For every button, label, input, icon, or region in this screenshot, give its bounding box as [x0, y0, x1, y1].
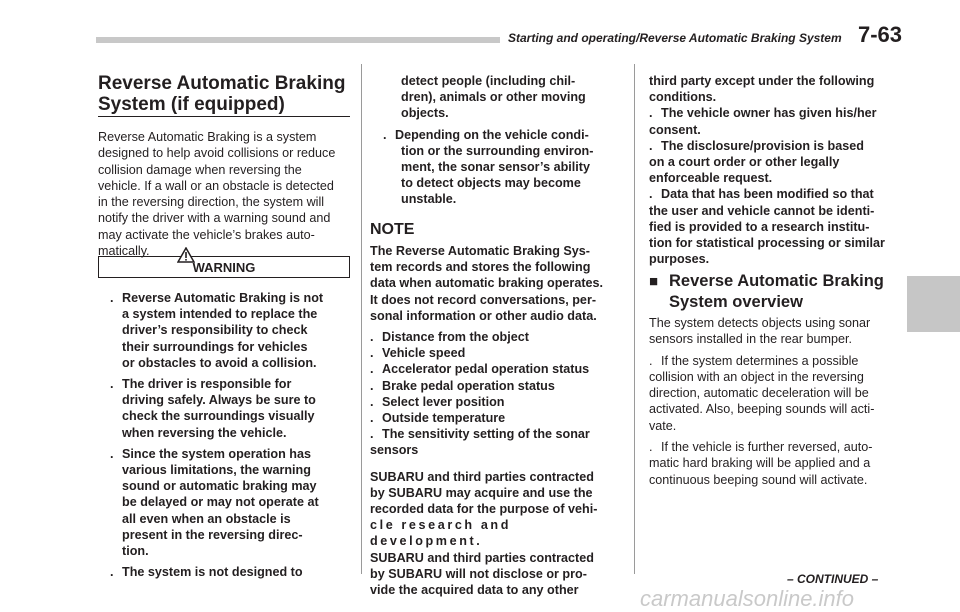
warning-item: . Since the system operation has various limitations, the warning sound or automatic braking may be delayed or may not operate at all even when an obstacle is present in the reversing direc- tion. — [110, 446, 319, 559]
list-item: . Data that has been modified so that — [649, 187, 874, 202]
main-heading-line2: System (if equipped) — [98, 94, 285, 115]
header-rule — [96, 37, 500, 43]
list-item: . The vehicle owner has given his/her — [649, 106, 877, 121]
list-item: . The sensitivity setting of the sonar — [370, 427, 590, 442]
list-item: . Outside temperature — [370, 411, 506, 426]
warning-box — [98, 256, 350, 278]
warning-continued: detect people (including chil- dren), animals or other moving objects. . Depending on the vehicle condi- tion or the surrounding environ- ment, the sonar sensor’s ability to detect objects may become unstable. — [383, 73, 617, 208]
note-body: The Reverse Automatic Braking Sys- tem records and stores the following data when automatic braking operates. It does not record conversations, per- sonal information or other audio data. . Distance from the object . Vehicle speed . Accelerator pedal operation status . Brake pedal operation status . Select lever position . Outside temperature . The sensitivity setting of the sonar sensors SUBARU and third parties contracted by SUBARU may acquire and use the recorded data for the purpose of vehi- cle research and development. SUBARU and third parties contracted by SUBARU will not disclose or pro- vide the acquired data to any other — [370, 243, 617, 598]
warning-label: WARNING — [192, 260, 256, 275]
page-number: 7-63 — [858, 22, 903, 47]
list-item: . The disclosure/provision is based — [649, 138, 864, 153]
disclosure-conditions: third party except under the following conditions. . The vehicle owner has given his/her consent. . The disclosure/provision is based on a court order or other legally enforceable request. . Data that has been modified so that the user and vehicle cannot be identi- fied is provided to a research institu- tion for statistical processing or similar purposes. — [649, 73, 899, 267]
continued-label: – CONTINUED – — [787, 572, 879, 586]
warning-item: . Reverse Automatic Braking is not a system intended to replace the driver’s responsibility to check their surroundings for vehicles or obstacles to avoid a collision. — [110, 291, 324, 370]
list-item: . Select lever position — [370, 394, 505, 409]
list-item: . If the system determines a possible collision with an object in the reversing direction, automatic deceleration will be activated. Also, beeping sounds will acti- vate. — [649, 353, 875, 433]
list-item: . Brake pedal operation status — [370, 378, 555, 393]
note-heading: NOTE — [370, 221, 415, 238]
watermark: carmanualsonline.info — [640, 586, 855, 611]
warning-item: . The system is not designed to — [110, 565, 303, 580]
section-marker-icon: ■ — [649, 273, 659, 290]
list-item: . Accelerator pedal operation status — [370, 362, 590, 377]
section-title: Starting and operating/Reverse Automatic Braking System — [508, 31, 842, 45]
warning-item: . Depending on the vehicle condi- tion or the surrounding environ- ment, the sonar sensor’s ability to detect objects may become unstable. — [383, 127, 594, 207]
chapter-tab — [907, 276, 960, 332]
column-divider-1 — [361, 64, 362, 574]
sub-heading: ■ Reverse Automatic Braking System overview — [649, 272, 884, 311]
list-item: . Vehicle speed — [370, 346, 466, 361]
main-heading-line1: Reverse Automatic Braking — [98, 73, 346, 94]
list-item: . If the vehicle is further reversed, auto- matic hard braking will be applied and a continuous beeping sound will activate. — [649, 440, 873, 487]
recorded-data-list: . Distance from the object . Vehicle speed . Accelerator pedal operation status . Brake pedal operation status . Select lever position . Outside temperature . The sensitivity setting of the sonar sensors — [370, 329, 617, 459]
intro-paragraph: Reverse Automatic Braking is a system designed to help avoid collisions or reduce collision damage when reversing the vehicle. If a wall or an obstacle is detected in the reversing direction, the system will notify the driver with a warning sound and may activate the vehicle’s brakes auto- matically. — [98, 130, 336, 259]
column-divider-2 — [634, 64, 635, 574]
overview-body: The system detects objects using sonar sensors installed in the rear bumper. . If the system determines a possible collision with an object in the reversing direction, automatic deceleration will be activated. Also, beeping sounds will acti- vate. . If the vehicle is further reversed, auto- matic hard braking will be applied and a continuous beeping sound will activate. — [649, 315, 899, 488]
warning-item: . The driver is responsible for driving safely. Always be sure to check the surroundings visually when reversing the vehicle. — [110, 377, 316, 440]
warning-list — [110, 290, 350, 580]
list-item: . Distance from the object — [370, 330, 529, 345]
disclosure-paragraph: SUBARU and third parties contracted by SUBARU may acquire and use the recorded data for the purpose of vehi- cle research and development. SUBARU and third parties contracted by SUBARU will not disclose or pro- vide the acquired data to any other — [370, 469, 598, 598]
heading-rule — [98, 116, 350, 117]
